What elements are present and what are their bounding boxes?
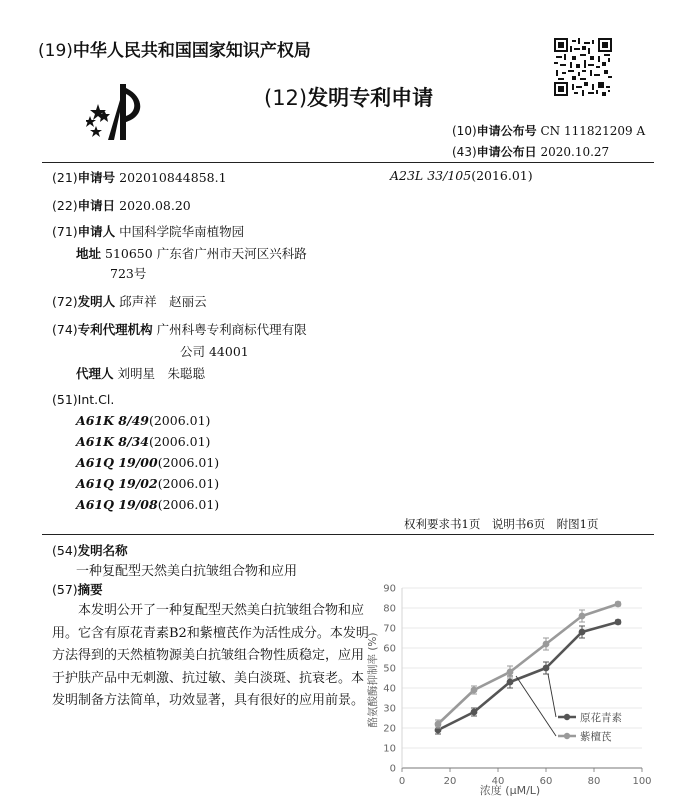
data-point	[543, 641, 550, 648]
intcl-version: (2006.01)	[157, 497, 220, 512]
inventors-label: 发明人	[77, 294, 116, 309]
office-name	[38, 36, 311, 61]
agent-value: 刘明星 朱聪聪	[117, 366, 206, 381]
publication-date	[452, 143, 609, 160]
pub-date-code: (43)	[452, 145, 477, 159]
intcl-item	[76, 497, 219, 512]
app-no-label: 申请号	[77, 170, 116, 185]
data-point	[507, 679, 514, 686]
intcl-code: (51)	[52, 392, 78, 407]
y-tick-label: 50	[383, 663, 396, 675]
intcl-label: Int.Cl.	[77, 392, 115, 407]
intcl-item	[76, 413, 210, 428]
intcl-class: A61K 8/34	[76, 434, 149, 449]
data-point	[543, 665, 550, 672]
application-number	[52, 168, 227, 186]
data-point	[435, 721, 442, 728]
y-tick-label: 60	[383, 643, 396, 655]
bib-divider	[42, 534, 654, 535]
office-label: 中华人民共和国国家知识产权局	[72, 41, 311, 61]
app-date-code: (22)	[52, 198, 78, 213]
y-tick-label: 70	[383, 623, 396, 635]
x-tick-label: 80	[587, 776, 601, 787]
x-axis-label: 浓度 (μM/L)	[479, 784, 541, 797]
y-tick-label: 0	[389, 763, 396, 775]
pub-no-value: CN 111821209 A	[540, 124, 646, 138]
inventors-value: 邱声祥 赵丽云	[119, 294, 207, 309]
data-point	[471, 687, 478, 694]
app-date-value: 2020.08.20	[119, 198, 191, 213]
agency-line2: 公司 44001	[180, 344, 249, 359]
y-tick-label: 30	[383, 703, 396, 715]
data-point	[579, 613, 586, 620]
abstract-label: 摘要	[77, 582, 103, 597]
x-tick-label: 40	[491, 776, 505, 787]
title-code: (54)	[52, 543, 78, 558]
agency-code: (74)	[52, 322, 78, 337]
y-axis-label: 酪氨酸酶抑制率 (%)	[367, 632, 379, 728]
agent-label: 代理人	[76, 366, 114, 381]
app-no-code: (21)	[52, 170, 78, 185]
document-type-label: 发明专利申请	[307, 86, 434, 110]
intcl-class: A61K 8/49	[76, 413, 149, 428]
abstract-heading	[52, 580, 103, 598]
main-class-version: (2016.01)	[471, 168, 533, 183]
patent-agency	[52, 320, 307, 338]
address	[76, 244, 307, 262]
chart-legend	[516, 674, 622, 743]
y-tick-label: 20	[383, 723, 396, 735]
intcl-item	[76, 455, 219, 470]
pub-date-value: 2020.10.27	[540, 145, 610, 159]
application-date	[52, 196, 191, 214]
office-code: (19)	[38, 41, 73, 61]
inventors	[52, 292, 207, 310]
y-tick-label: 90	[383, 583, 396, 595]
data-point	[579, 629, 586, 636]
address-label: 地址	[76, 246, 102, 261]
pub-no-label: 申请公布号	[476, 124, 537, 138]
y-tick-label: 80	[383, 603, 396, 615]
intcl-class: A61Q 19/08	[76, 497, 158, 512]
data-point	[615, 601, 622, 608]
intcl-version: (2006.01)	[148, 413, 211, 428]
x-tick-label: 0	[398, 776, 406, 787]
x-tick-label: 100	[632, 776, 652, 787]
applicant-label: 申请人	[77, 224, 116, 239]
legend-label: 原花青素	[580, 712, 622, 724]
document-type-code: (12)	[264, 86, 308, 110]
address-line2: 723号	[110, 266, 147, 281]
invention-title: 一种复配型天然美白抗皱组合物和应用	[76, 564, 298, 579]
applicant	[52, 222, 244, 240]
data-point	[507, 669, 514, 676]
abstract-text: 本发明公开了一种复配型天然美白抗皱组合物和应用。它含有原花青素B2和紫檀芪作为活性成分。本发明方法得到的天然植物源美白抗皱组合物性质稳定，应用于护肤产品中无刺激、抗过敏、美白淡斑、抗衰老。本发明制备方法简单，功效显著，具有很好的应用前景。	[52, 603, 369, 708]
main-classification	[390, 168, 533, 183]
page-counts: 权利要求书1页 说明书6页 附图1页	[404, 517, 599, 531]
int-cl-heading	[52, 392, 114, 407]
invention-title-heading	[52, 541, 128, 559]
inventors-code: (72)	[52, 294, 78, 309]
intcl-class: A61Q 19/02	[76, 476, 158, 491]
chart-ticks	[383, 584, 651, 788]
intcl-version: (2006.01)	[157, 455, 220, 470]
intcl-version: (2006.01)	[157, 476, 220, 491]
legend-swatch-marker	[564, 714, 570, 720]
app-no-value: 202010844858.1	[119, 170, 227, 185]
cnipa-logo-icon	[86, 82, 150, 144]
title-label: 发明名称	[77, 543, 128, 558]
data-point	[615, 619, 622, 626]
legend-pointer	[548, 674, 556, 717]
legend-label: 紫檀芪	[580, 731, 612, 743]
y-tick-label: 10	[383, 743, 396, 755]
x-tick-label: 20	[443, 776, 457, 787]
intcl-version: (2006.01)	[148, 434, 211, 449]
pub-date-label: 申请公布日	[476, 145, 537, 159]
inhibition-chart	[362, 580, 662, 802]
applicant-value: 中国科学院华南植物园	[119, 224, 245, 239]
intcl-item	[76, 434, 210, 449]
header-divider	[42, 162, 654, 163]
document-type	[264, 82, 433, 112]
address-line1: 510650 广东省广州市天河区兴科路	[105, 246, 307, 261]
abstract-code: (57)	[52, 582, 78, 597]
agent	[76, 364, 205, 382]
intcl-class: A61Q 19/00	[76, 455, 158, 470]
intcl-item	[76, 476, 219, 491]
agency-label: 专利代理机构	[77, 322, 153, 337]
main-class-code: A23L 33/105	[390, 168, 472, 183]
x-tick-label: 60	[539, 776, 553, 787]
data-point	[471, 709, 478, 716]
legend-swatch-marker	[564, 733, 570, 739]
series-line-2	[438, 604, 618, 724]
app-date-label: 申请日	[77, 198, 116, 213]
qr-code-icon	[554, 38, 612, 96]
publication-number	[452, 122, 645, 139]
applicant-code: (71)	[52, 224, 78, 239]
y-tick-label: 40	[383, 683, 396, 695]
agency-line1: 广州科粤专利商标代理有限	[156, 322, 307, 337]
pub-no-code: (10)	[452, 124, 477, 138]
